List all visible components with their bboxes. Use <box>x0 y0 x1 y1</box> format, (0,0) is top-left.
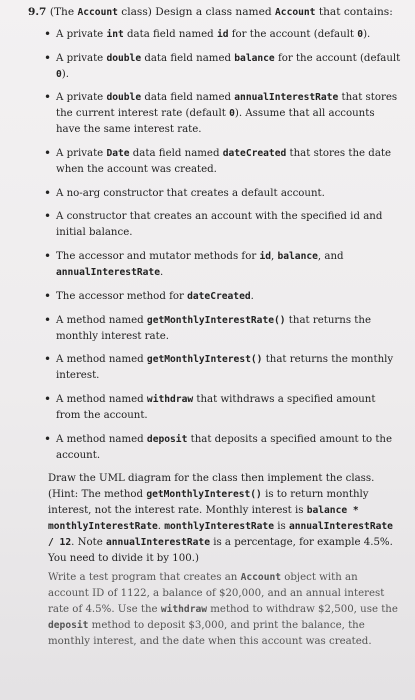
exercise-heading <box>28 4 401 21</box>
heading-text-3: that contains: <box>315 6 393 18</box>
list-item: • A private int data field named id for the account (default 0). <box>44 26 371 41</box>
bullet-icon: • <box>44 431 52 446</box>
heading-text-2: class) Design a class named <box>117 6 276 18</box>
bullet-icon: • <box>44 209 52 224</box>
list-item: • A method named getMonthlyInterestRate() that returns the monthly interest rate. <box>44 312 371 342</box>
requirements-list <box>38 27 401 463</box>
list-item: • A no-arg constructor that creates a default account. <box>44 185 325 200</box>
bullet-icon: • <box>44 90 52 105</box>
list-item: • A private double data field named balance for the account (default 0). <box>44 50 401 80</box>
list-item: • A constructor that creates an account with the specified id and initial balance. <box>44 209 383 239</box>
bullet-icon: • <box>44 288 52 303</box>
bullet-icon: • <box>44 312 52 327</box>
bullet-icon: • <box>44 26 52 41</box>
list-item: • A method named deposit that deposits a specified amount to the account. <box>44 431 393 461</box>
list-item: • The accessor and mutator methods for id, balance, and annualInterestRate. <box>44 249 344 278</box>
bullet-icon: • <box>44 392 52 406</box>
bullet-icon: • <box>44 352 52 367</box>
list-item: • A method named withdraw that withdraws a specified amount from the account. <box>44 392 376 421</box>
uml-instructions-paragraph: Draw the UML diagram for the class then implement the class. (Hint: The method getMonthlyInterest() is to return monthly interest, not the interest rate. Monthly interest is balance * monthlyInterestRate. monthlyInterestRate is annualInterestRate / 12. Note annualInterestRate is a percentage, for example 4.5%. You need to divide it by 100.) <box>48 473 393 564</box>
heading-class-name-2: Account <box>275 7 316 18</box>
heading-text: (The <box>49 6 78 18</box>
bullet-icon: • <box>44 145 52 160</box>
bullet-icon: • <box>44 50 52 65</box>
test-program-paragraph: Write a test program that creates an Account object with an account ID of 1122, a balance of $20,000, and an annual interest rate of 4.5%. Use the withdraw method to withdraw $2,500, use the deposit method to deposit $3,000, and print the balance, the monthly interest, and the date when this account was created. <box>48 572 398 647</box>
list-item: • A private Date data field named dateCreated that stores the date when the account was created. <box>44 145 392 175</box>
exercise-number: 9.7 <box>28 6 47 18</box>
list-item: • A private double data field named annualInterestRate that stores the current interest rate (default 0). Assume that all accounts have the same interest rate. <box>44 90 398 136</box>
list-item: • The accessor method for dateCreated. <box>44 288 254 303</box>
bullet-icon: • <box>44 185 52 200</box>
bullet-icon: • <box>44 249 52 264</box>
list-item: • A method named getMonthlyInterest() that returns the monthly interest. <box>44 352 394 382</box>
heading-class-name: Account <box>77 7 118 18</box>
